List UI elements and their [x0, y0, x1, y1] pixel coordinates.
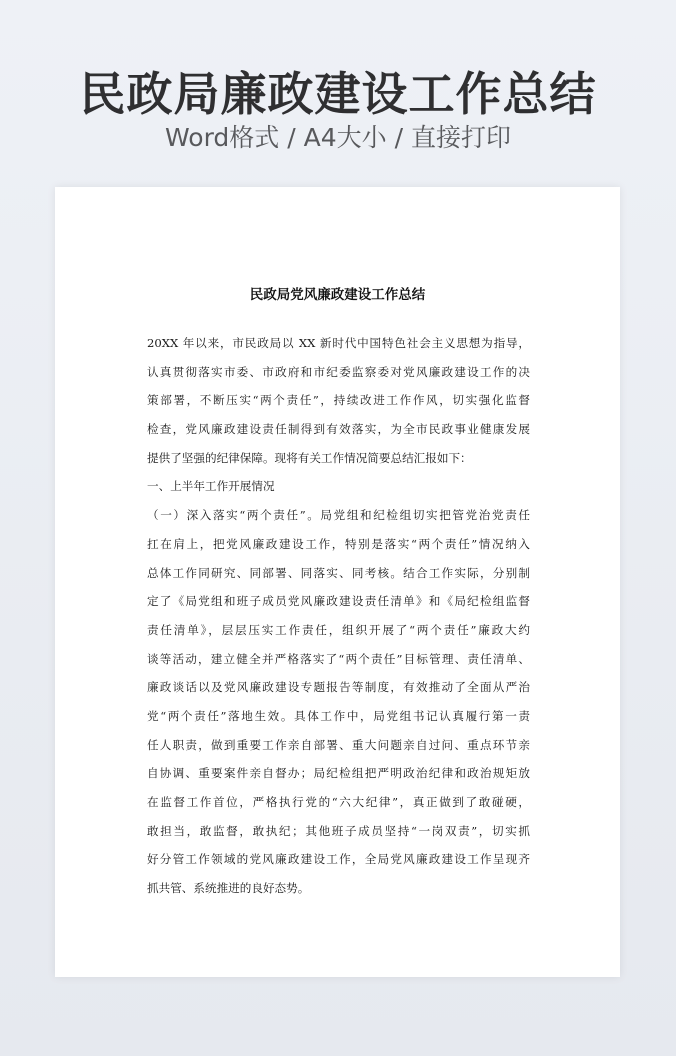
document-page — [55, 187, 620, 977]
paragraph-line-14: 党“两个责任”落地生效。具体工作中，局党组书记认真履行第一责 — [147, 708, 530, 723]
paragraph-line-15: 任人职责，做到重要工作亲自部署、重大问题亲自过问、重点环节亲 — [147, 737, 530, 752]
paragraph-line-7: （一）深入落实“两个责任”。局党组和纪检组切实把管党治党责任 — [147, 508, 530, 523]
banner-subtitle: Word格式 / A4大小 / 直接打印 — [165, 123, 511, 152]
banner-title: 民政局廉政建设工作总结 — [79, 67, 597, 121]
paragraph-line-12: 谈等活动，建立健全并严格落实了“两个责任”目标管理、责任清单、 — [147, 651, 530, 666]
paragraph-line-9: 总体工作同研究、同部署、同落实、同考核。结合工作实际，分别制 — [147, 565, 530, 580]
document-title: 民政局党风廉政建设工作总结 — [249, 287, 426, 303]
paragraph-line-18: 敢担当，敢监督，敢执纪；其他班子成员坚持“一岗双责”，切实抓 — [147, 823, 530, 838]
paragraph-line-5: 提供了坚强的纪律保障。现将有关工作情况简要总结汇报如下： — [147, 450, 472, 465]
paragraph-line-13: 廉政谈话以及党风廉政建设专题报告等制度，有效推动了全面从严治 — [147, 680, 530, 695]
paragraph-line-16: 自协调、重要案件亲自督办；局纪检组把严明政治纪律和政治规矩放 — [147, 766, 530, 781]
document-body — [147, 329, 530, 903]
section-heading: 一、上半年工作开展情况 — [147, 479, 275, 494]
paragraph-line-4: 检查，党风廉政建设责任制得到有效落实，为全市民政事业健康发展 — [147, 422, 530, 437]
paragraph-line-17: 在监督工作首位，严格执行党的“六大纪律”，真正做到了敢碰硬， — [147, 795, 530, 809]
paragraph-line-8: 扛在肩上，把党风廉政建设工作，特别是落实“两个责任”情况纳入 — [147, 536, 530, 551]
paragraph-line-11: 责任清单》，层层压实工作责任，组织开展了“两个责任”廉政大约 — [147, 622, 530, 637]
paragraph-line-20: 抓共管、系统推进的良好态势。 — [147, 881, 310, 896]
paragraph-line-19: 好分管工作领域的党风廉政建设工作，全局党风廉政建设工作呈现齐 — [147, 852, 530, 867]
paragraph-line-2: 认真贯彻落实市委、市政府和市纪委监察委对党风廉政建设工作的决 — [147, 364, 530, 379]
paragraph-line-3: 策部署，不断压实“两个责任”，持续改进工作作风，切实强化监督 — [147, 393, 530, 408]
paragraph-line-1: 20XX 年以来，市民政局以 XX 新时代中国特色社会主义思想为指导， — [147, 336, 530, 350]
paragraph-line-10: 定了《局党组和班子成员党风廉政建设责任清单》和《局纪检组监督 — [147, 594, 530, 609]
